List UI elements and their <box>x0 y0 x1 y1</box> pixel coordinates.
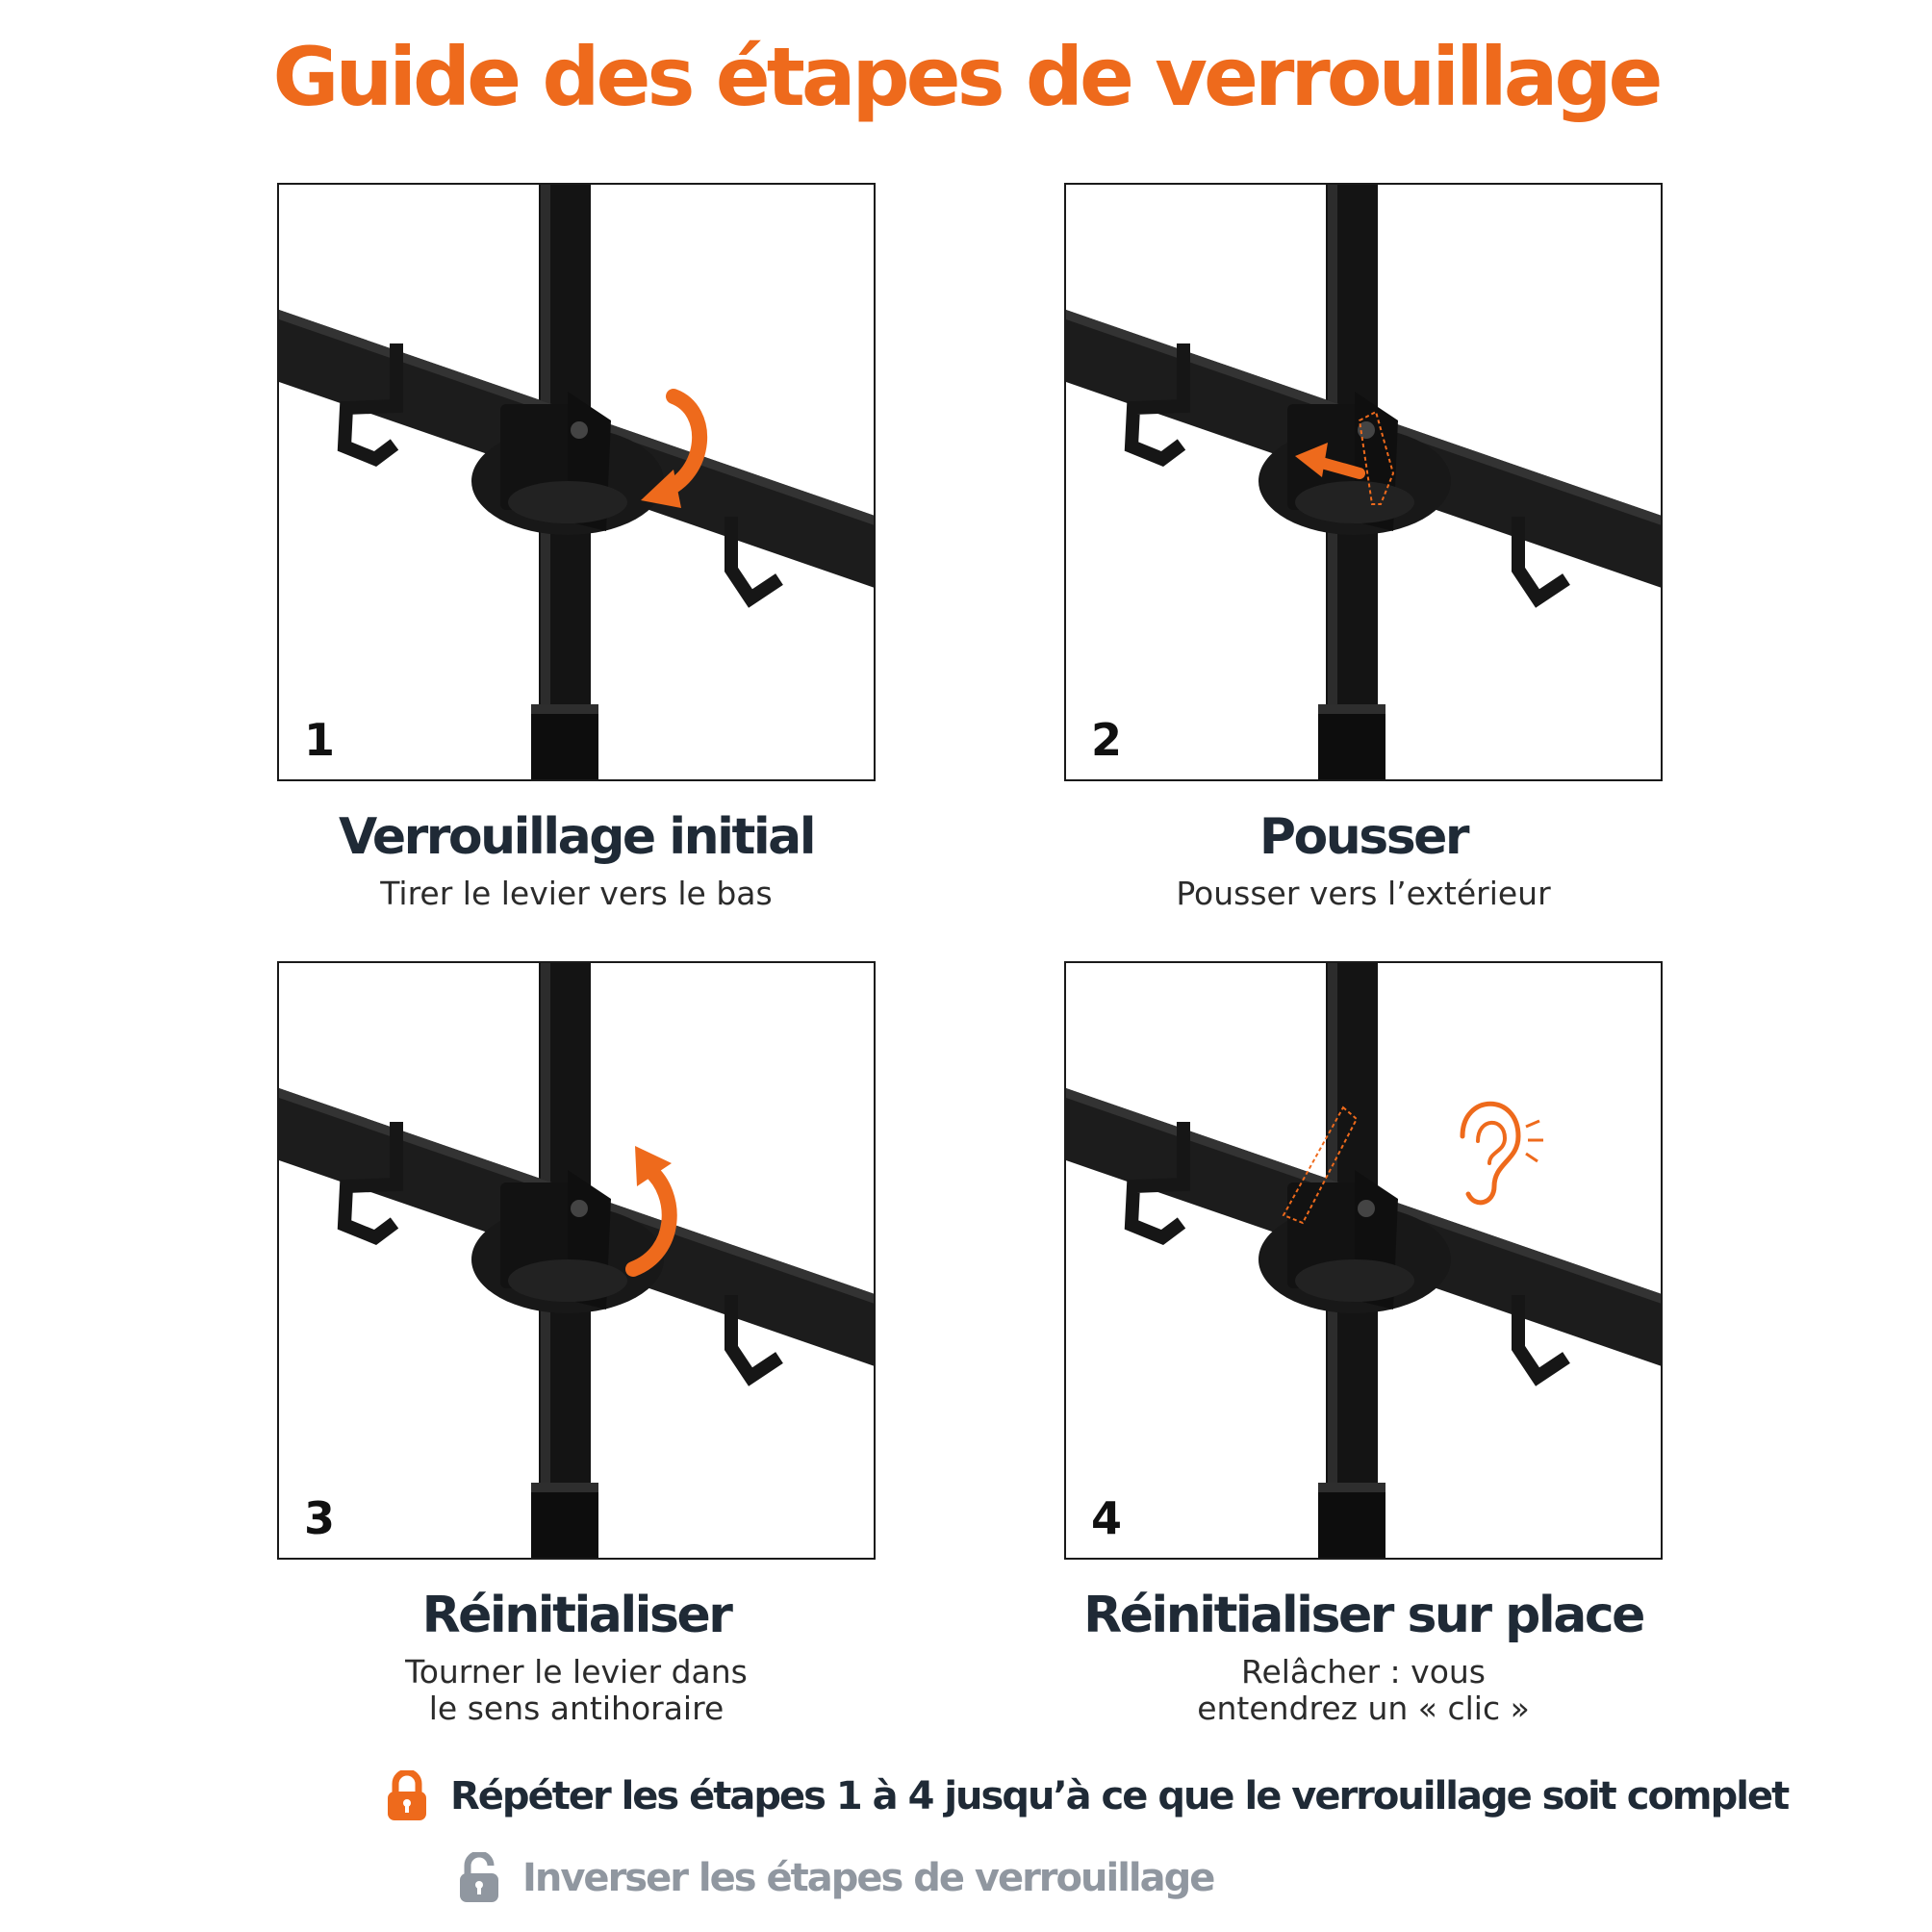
step-title: Verrouillage initial <box>338 808 815 866</box>
repeat-steps-note <box>385 1770 1788 1822</box>
step-subtitle: Pousser vers l’extérieur <box>1176 875 1551 912</box>
curved-arrow-up-icon <box>279 963 876 1560</box>
step-4-caption <box>1027 1585 1700 1727</box>
step-subtitle: Relâcher : vous entendrez un « clic » <box>1197 1653 1530 1727</box>
step-number: 1 <box>304 714 336 766</box>
page-title: Guide des étapes de verrouillage <box>272 30 1660 124</box>
curved-arrow-down-icon <box>279 185 876 781</box>
step-subtitle: Tirer le levier vers le bas <box>380 875 773 912</box>
unlock-icon <box>457 1852 501 1904</box>
push-arrow-icon <box>1066 185 1663 781</box>
note-text: Répéter les étapes 1 à 4 jusqu’à ce que le verrouillage soit complet <box>450 1774 1789 1818</box>
step-3-panel <box>277 961 876 1560</box>
lock-icon <box>385 1770 429 1822</box>
reverse-steps-note <box>457 1852 1213 1904</box>
step-3-caption <box>240 1585 913 1727</box>
step-number: 2 <box>1091 714 1123 766</box>
note-text: Inverser les étapes de verrouillage <box>522 1856 1214 1900</box>
step-4-panel <box>1064 961 1663 1560</box>
step-title: Pousser <box>1258 808 1468 866</box>
step-1-panel <box>277 183 876 781</box>
step-2-caption <box>1027 806 1700 912</box>
step-number: 3 <box>304 1492 336 1544</box>
step-subtitle: Tourner le levier dans le sens antihoraire <box>405 1653 748 1727</box>
step-title: Réinitialiser sur place <box>1083 1587 1643 1644</box>
step-1-caption <box>240 806 913 912</box>
step-number: 4 <box>1091 1492 1123 1544</box>
step-2-panel <box>1064 183 1663 781</box>
step-title: Réinitialiser <box>421 1587 731 1644</box>
ear-icon <box>1066 963 1663 1560</box>
